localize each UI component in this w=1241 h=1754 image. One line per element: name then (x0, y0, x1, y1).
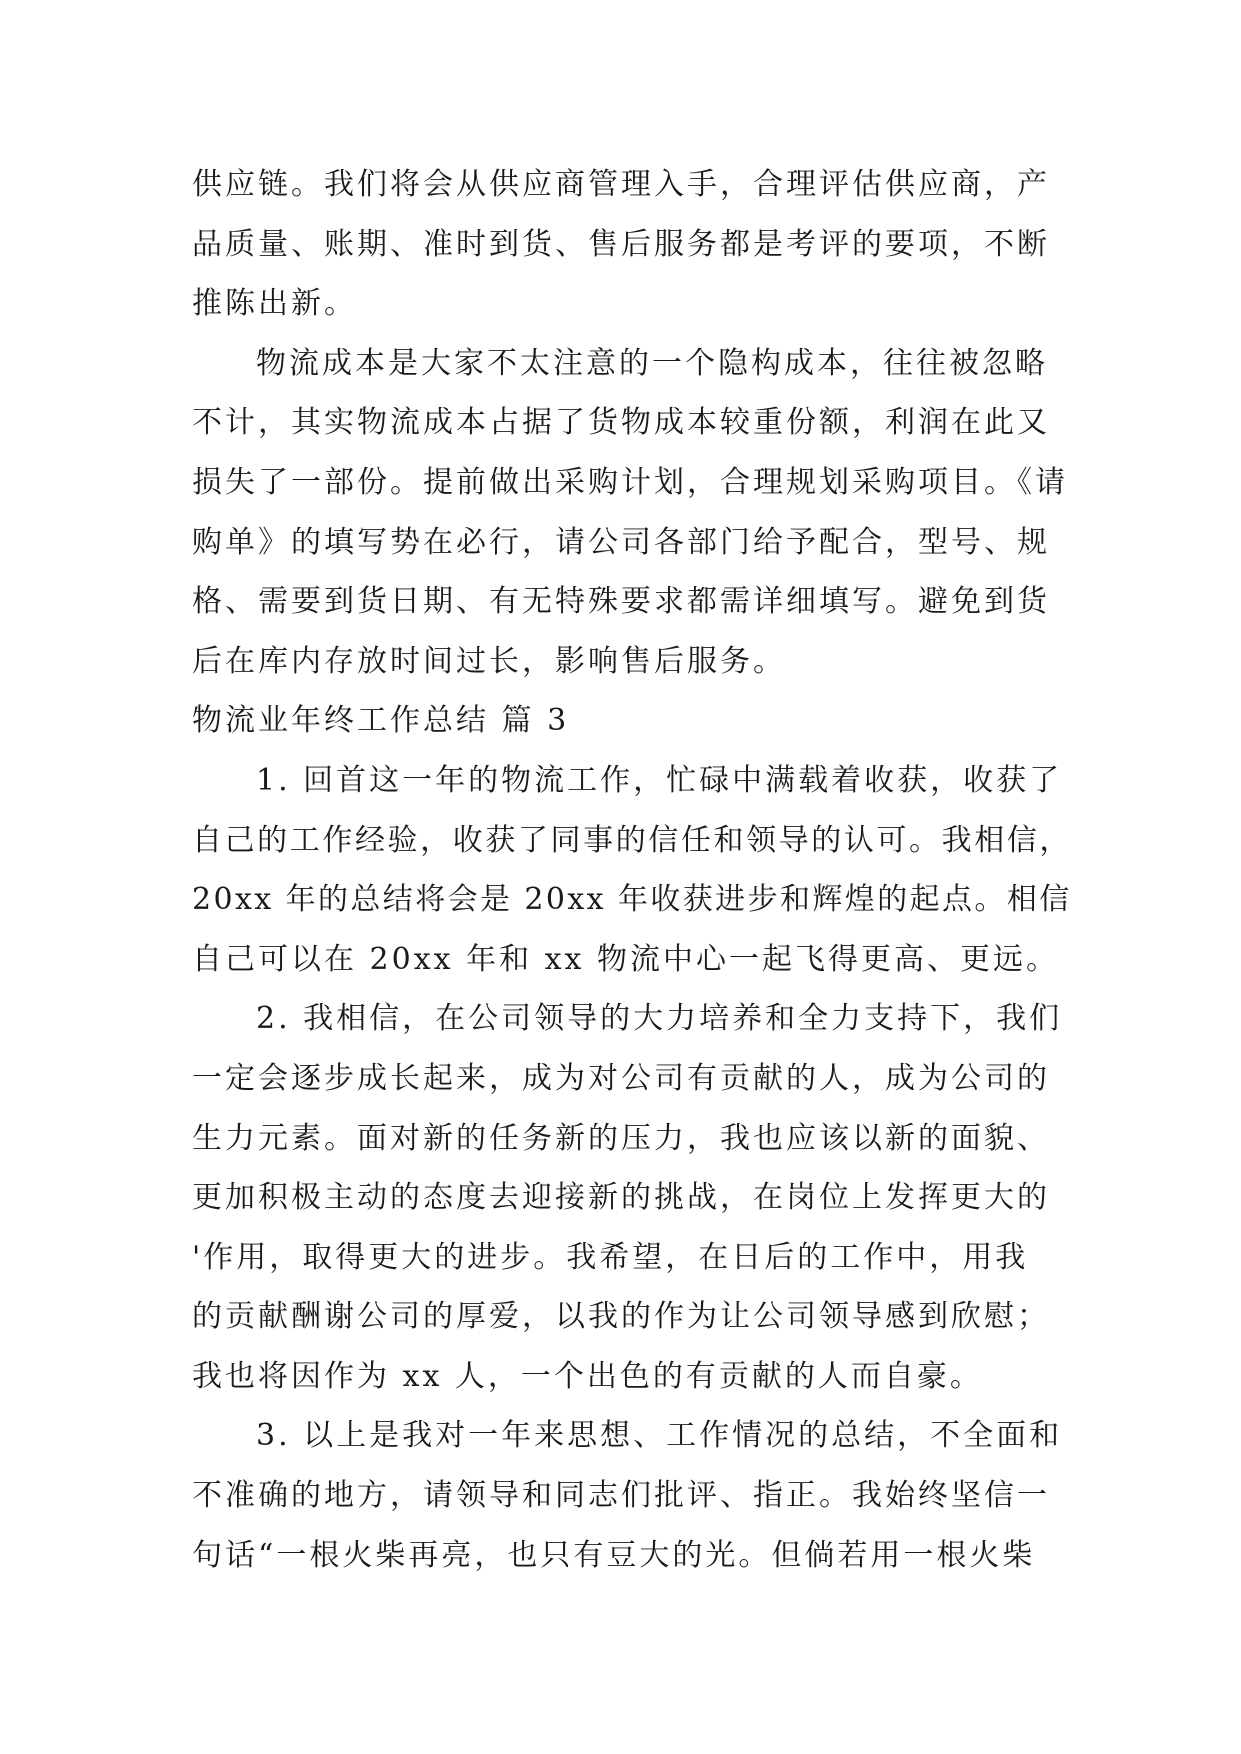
text-line: 推陈出新。 (192, 286, 357, 322)
text-line: 自己可以在 20xx 年和 xx 物流中心一起飞得更高、更远。 (192, 941, 1059, 977)
text-line: 后在库内存放时间过长，影响售后服务。 (192, 643, 786, 679)
text-line: 格、需要到货日期、有无特殊要求都需详细填写。避免到货 (192, 584, 1050, 620)
text-line: 一定会逐步成长起来，成为对公司有贡献的人，成为公司的 (192, 1060, 1050, 1096)
text-line: 我也将因作为 xx 人，一个出色的有贡献的人而自豪。 (192, 1358, 983, 1394)
text-line: 生力元素。面对新的任务新的压力，我也应该以新的面貌、 (192, 1120, 1050, 1156)
text-line: 20xx 年的总结将会是 20xx 年收获进步和辉煌的起点。相信 (192, 882, 1072, 918)
text-line: 不计，其实物流成本占据了货物成本较重份额，利润在此又 (192, 405, 1050, 441)
text-line: 自己的工作经验，收获了同事的信任和领导的认可。我相信， (192, 822, 1072, 858)
text-line: 2. 我相信，在公司领导的大力培养和全力支持下，我们 (256, 1001, 1063, 1037)
text-line: 购单》的填写势在必行，请公司各部门给予配合，型号、规 (192, 524, 1050, 560)
text-line: 品质量、账期、准时到货、售后服务都是考评的要项，不断 (192, 226, 1050, 262)
text-line: 1. 回首这一年的物流工作，忙碌中满载着收获，收获了 (256, 762, 1063, 798)
text-line: 不准确的地方，请领导和同志们批评、指正。我始终坚信一 (192, 1478, 1050, 1514)
text-line: 句话“一根火柴再亮，也只有豆大的光。但倘若用一根火柴 (192, 1537, 1036, 1573)
section-heading: 物流业年终工作总结 篇 3 (192, 703, 570, 739)
text-line: 的贡献酬谢公司的厚爱，以我的作为让公司领导感到欣慰； (192, 1299, 1050, 1335)
document-body (192, 155, 1072, 1585)
text-line: 物流成本是大家不太注意的一个隐构成本，往往被忽略 (256, 345, 1048, 381)
text-line: 损失了一部份。提前做出采购计划，合理规划采购项目。《请 (192, 464, 1068, 500)
text-line: 更加积极主动的态度去迎接新的挑战，在岗位上发挥更大的 (192, 1180, 1050, 1216)
text-line: 供应链。我们将会从供应商管理入手，合理评估供应商，产 (192, 167, 1050, 202)
text-line: 3. 以上是我对一年来思想、工作情况的总结，不全面和 (256, 1418, 1063, 1454)
text-line: '作用，取得更大的进步。我希望，在日后的工作中，用我 (192, 1239, 1029, 1275)
